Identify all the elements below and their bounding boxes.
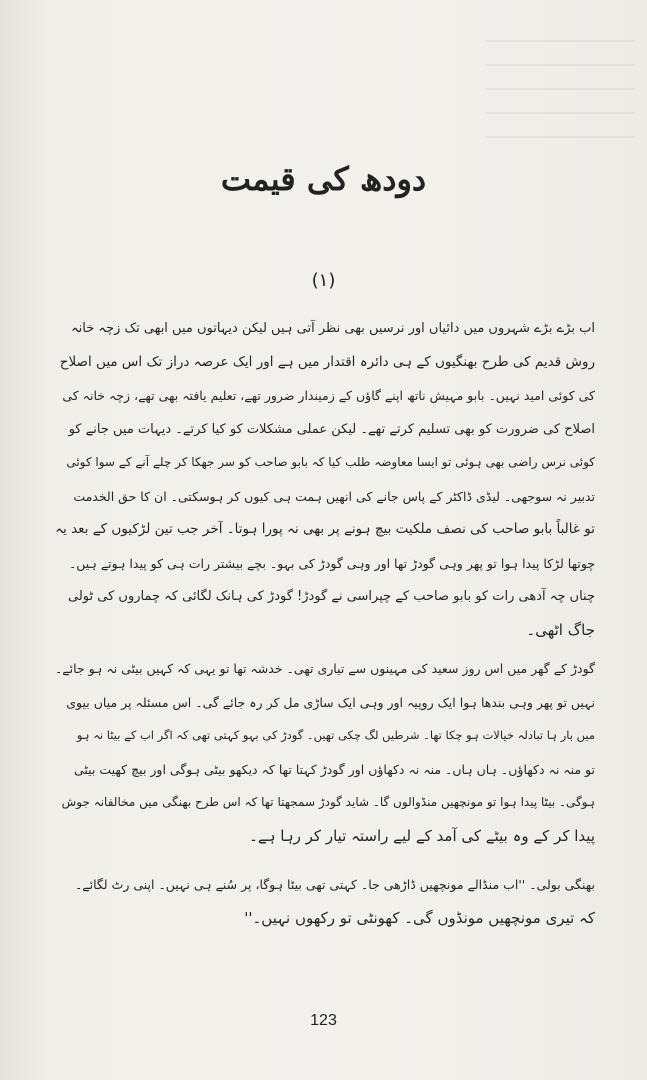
text-line: گودڑ کے گھر میں اس روز سعید کی مہینوں سے تیاری تھی۔ خدشہ تھا تو یہی کہ کہیں بیٹی نہ ہو جائے۔ (55, 661, 595, 676)
page-number: 123 (310, 1012, 337, 1029)
bleed-through-texture (485, 40, 635, 160)
text-line: کہ تیری مونچھیں مونڈوں گی۔ کھونٹی تو رکھوں نہیں۔'' (244, 908, 595, 927)
section-number: (۱) (311, 270, 336, 291)
text-line: میں بار ہا تبادلہ خیالات ہو چکا تھا۔ شرطیں لگ چکی تھیں۔ گودڑ کی بہو کہتی تھی کہ اگر اب کے بیٹا نہ ہو (76, 728, 595, 742)
chapter-title: دودھ کی قیمت (220, 160, 427, 198)
paragraph-3 (55, 868, 595, 935)
text-line: جاگ اٹھی۔ (526, 620, 595, 639)
text-line: تدبیر نہ سوجھی۔ لیڈی ڈاکٹر کے پاس جانے کی انھیں ہمت ہی کیوں کر ہوسکتی۔ ان کا حق الخدمت (73, 488, 595, 504)
paragraph-2 (55, 652, 595, 853)
text-line: تو غالباً بابو صاحب کی نصف ملکیت بیچ ہونے پر بھی نہ پورا ہوتا۔ آخر جب تین لڑکیوں کے بعد یہ (55, 521, 595, 537)
text-line: پیدا کر کے وہ بیٹے کی آمد کے لیے راستہ تیار کر رہا ہے۔ (249, 826, 595, 845)
paragraph-1 (55, 312, 595, 647)
text-line: کی کوئی امید نہیں۔ بابو مہیش ناتھ اپنے گاؤں کے زمیندار ضرور تھے، تعلیم یافتہ بھی تھے، زچہ خانہ کی (62, 388, 595, 403)
text-line: اصلاح کی ضرورت کو بھی تسلیم کرتے تھے۔ لیکن عملی مشکلات کو کیا کرتے۔ دیہات میں جانے کو (68, 421, 595, 437)
text-line: نہیں تو پھر وہی بندھا ہوا ایک روپیہ اور وہی ایک ساڑی مل کر رہ جائے گی۔ اس مسئلہ پر میاں بیوی (66, 694, 595, 710)
text-line: تو منہ نہ دکھاؤں۔ ہاں ہاں۔ منہ نہ دکھاؤں اور گودڑ کہتا تھا کہ دیکھو بیٹی ہوگی اور بیچ کھیت بیٹی (73, 761, 595, 777)
text-line: چوتھا لڑکا پیدا ہوا تو پھر وہی گودڑ تھا اور وہی گودڑ کی بہو۔ بچے بیشتر رات ہی کو پیدا ہوتے ہیں۔ (68, 555, 595, 571)
text-line: روش قدیم کی طرح بھنگیوں کے ہی دائرہ اقتدار میں ہے اور ایک عرصہ دراز تک اس میں اصلاح (59, 353, 595, 370)
text-line: ہوگی۔ بیٹا پیدا ہوا تو مونچھیں منڈوالوں گا۔ شاید گودڑ سمجھتا تھا کہ اس طرح بھنگی میں مخالفانہ جوش (61, 795, 595, 809)
text-line: چناں چہ آدھی رات کو بابو صاحب کے چپراسی نے گودڑ! گودڑ کی ہانک لگائی کہ چماروں کی ٹولی (68, 589, 595, 604)
text-line: کوئی نرس راضی بھی ہوئی تو ایسا معاوضہ طلب کیا کہ بابو صاحب کو سر جھکا کر چلے آنے کے سوا کوئی (66, 455, 595, 469)
text-line: بھنگی بولی۔ ''اب منڈالے مونچھیں ڈاڑھی جا۔ کہتی تھی بیٹا ہوگا، پر سُنے ہی نہیں۔ اپنی رٹ لگائے۔ (74, 877, 595, 892)
text-line: اب بڑے بڑے شہروں میں دائیاں اور نرسیں بھی نظر آتی ہیں لیکن دیہاتوں میں ابھی تک زچہ خانہ (71, 321, 595, 336)
